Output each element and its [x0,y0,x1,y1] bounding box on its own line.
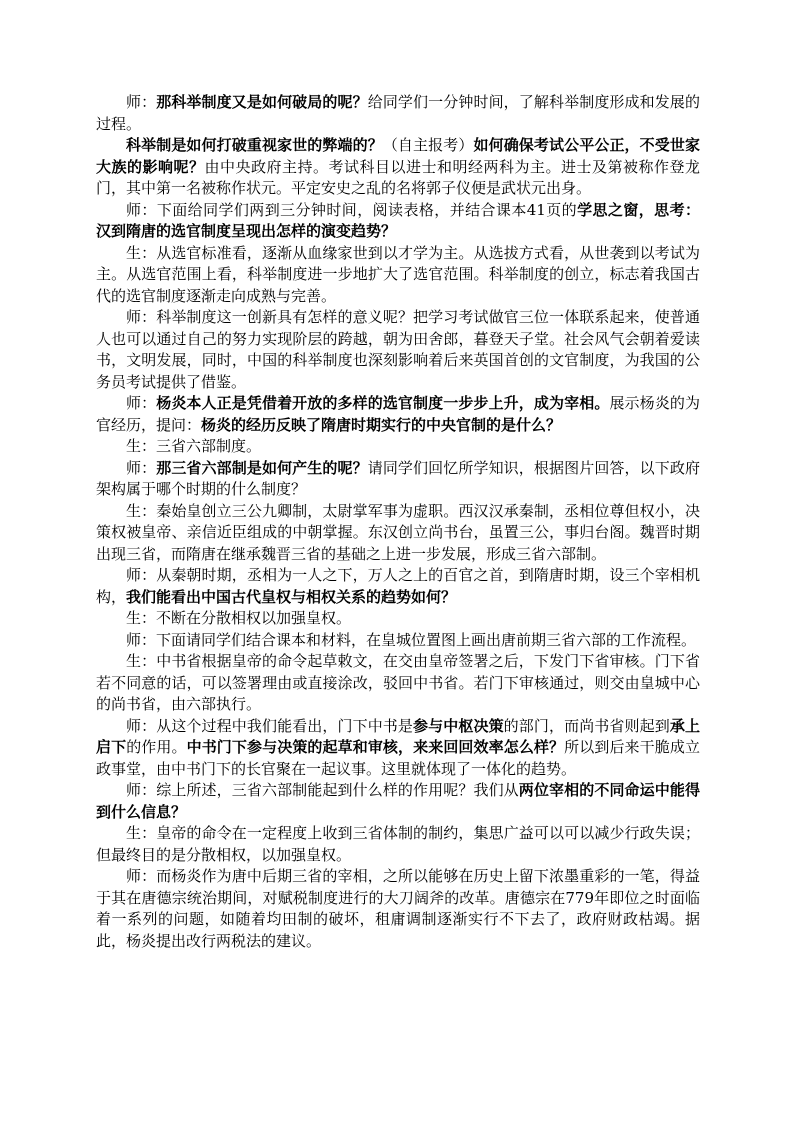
body-text: 生：中书省根据皇帝的命令起草敕文，在交由皇帝签署之后，下发门下省审核。门下省若不同意的话，可以签署理由或直接涂改，驳回中书省。若门下审核通过，则交由皇城中心的尚书省，由六部执行。 [96,652,700,713]
emphasized-text: 杨炎的经历反映了隋唐时期实行的中央官制的是什么？ [201,415,562,434]
emphasized-text: 如何确保考试公平公正，不受世家大族的影响呢？ [96,136,700,176]
dialogue-paragraph [96,780,700,823]
body-text: 师： [126,458,157,477]
emphasized-text: 那三省六部制是如何产生的呢？ [156,458,368,477]
body-text: 生：不断在分散相权以加强皇权。 [126,609,352,627]
body-text: 的部门，而尚书省则起到 [503,716,670,735]
body-text: 师：科举制度这一创新具有怎样的意义呢？把学习考试做官三位一体联系起来，使普通人也可以通过自己的努力实现阶层的跨越，朝为田舍郎，暮登天子堂。社会风气会朝着爱读书，文明发展，同时，中国的科举制度也深刻影响着后来英国首创的文官制度，为我国的公务员考试提供了借鉴。 [96,308,700,391]
body-text: 展示杨炎的为官经历，提问： [96,394,700,434]
body-text: 师： [126,394,157,412]
body-text: 师：下面给同学们两到三分钟时间，阅读表格，并结合课本41页的 [126,200,578,219]
body-text: 生：从选官标准看，逐渐从血缘家世到以才学为主。从选拔方式看，从世袭到以考试为主。从选官范围上看，科举制度进一步地扩大了选官范围。科举制度的创立，标志着我国古代的选官制度逐渐走向成熟与完善。 [96,243,700,305]
dialogue-paragraph [96,92,700,135]
dialogue-paragraph [96,458,700,501]
emphasized-text: 我们能看出中国古代皇权与相权关系的趋势如何？ [126,587,457,606]
dialogue-paragraph [96,135,700,200]
emphasized-text: 学思之窗，思考：汉到隋唐的选官制度呈现出怎样的演变趋势？ [96,200,700,240]
dialogue-paragraph [96,307,700,393]
body-text: 师： [126,93,157,111]
dialogue-paragraph [96,243,700,308]
body-text: 师：而杨炎作为唐中后期三省的宰相，之所以能够在历史上留下浓墨重彩的一笔，得益于其在唐德宗统治期间，对赋税制度进行的大刀阔斧的改革。唐德宗在779年即位之时面临着一系列的问题，如随着均田制的破坏，租庸调制逐渐实行不下去了，政府财政枯竭。据此，杨炎提出改行两税法的建议。 [96,867,700,950]
body-text: 由中央政府主持。考试科目以进士和明经两科为主。进士及第被称作登龙门，其中第一名被称作状元。平定安史之乱的名将郭子仪便是武状元出身。 [96,157,700,197]
dialogue-paragraph [96,436,700,458]
dialogue-paragraph [96,630,700,652]
dialogue-paragraph [96,651,700,716]
body-text: 师：下面请同学们结合课本和材料，在皇城位置图上画出唐前期三省六部的工作流程。 [126,630,697,649]
dialogue-paragraph [96,866,700,952]
dialogue-paragraph [96,608,700,630]
emphasized-text: 杨炎本人正是凭借着开放的多样的选官制度一步步上升，成为宰相。 [156,394,610,412]
dialogue-paragraph [96,200,700,243]
body-text: （自主报考） [382,136,474,154]
body-text: 给同学们一分钟时间，了解科举制度形成和发展的过程。 [96,93,700,133]
body-text: 生：三省六部制度。 [126,437,262,455]
dialogue-paragraph [96,393,700,436]
dialogue-paragraph [96,565,700,608]
body-text: 师：综上所述，三省六部制能起到什么样的作用呢？我们从 [126,781,519,799]
emphasized-text: 那科举制度又是如何破局的呢？ [156,93,368,111]
dialogue-paragraph [96,823,700,866]
body-text: 师：从秦朝时期，丞相为一人之下，万人之上的百官之首，到隋唐时期，设三个宰相机构， [96,566,700,606]
body-text: 所以到后来干脆成立政事堂，由中书门下的长官聚在一起议事。这里就体现了一体化的趋势。 [96,738,700,778]
dialogue-paragraph [96,501,700,566]
body-text: 请同学们回忆所学知识，根据图片回答，以下政府架构属于哪个时期的什么制度？ [96,458,700,498]
body-text: 生：皇帝的命令在一定程度上收到三省体制的制约，集思广益可以可以减少行政失误；但最终目的是分散相权，以加强皇权。 [96,824,700,864]
body-text: 师：从这个过程中我们能看出，门下中书是 [126,716,414,735]
emphasized-text: 科举制是如何打破重视家世的弊端的？ [126,136,383,154]
document-body [96,92,700,952]
dialogue-paragraph [96,716,700,781]
emphasized-text: 中书门下参与决策的起草和审核，来来回回效率怎么样？ [186,738,565,756]
emphasized-text: 参与中枢决策 [413,716,504,735]
body-text: 生：秦始皇创立三公九卿制，太尉掌军事为虚职。西汉汉承秦制，丞相位尊但权小，决策权被皇帝、亲信近臣组成的中朝掌握。东汉创立尚书台，虽置三公，事归台阁。魏晋时期出现三省，而隋唐在继承魏晋三省的基础之上进一步发展，形成三省六部制。 [96,501,700,563]
body-text: 的作用。 [126,738,187,756]
emphasized-text: 承上启下 [96,716,700,756]
emphasized-text: 两位宰相的不同命运中能得到什么信息？ [96,781,700,821]
